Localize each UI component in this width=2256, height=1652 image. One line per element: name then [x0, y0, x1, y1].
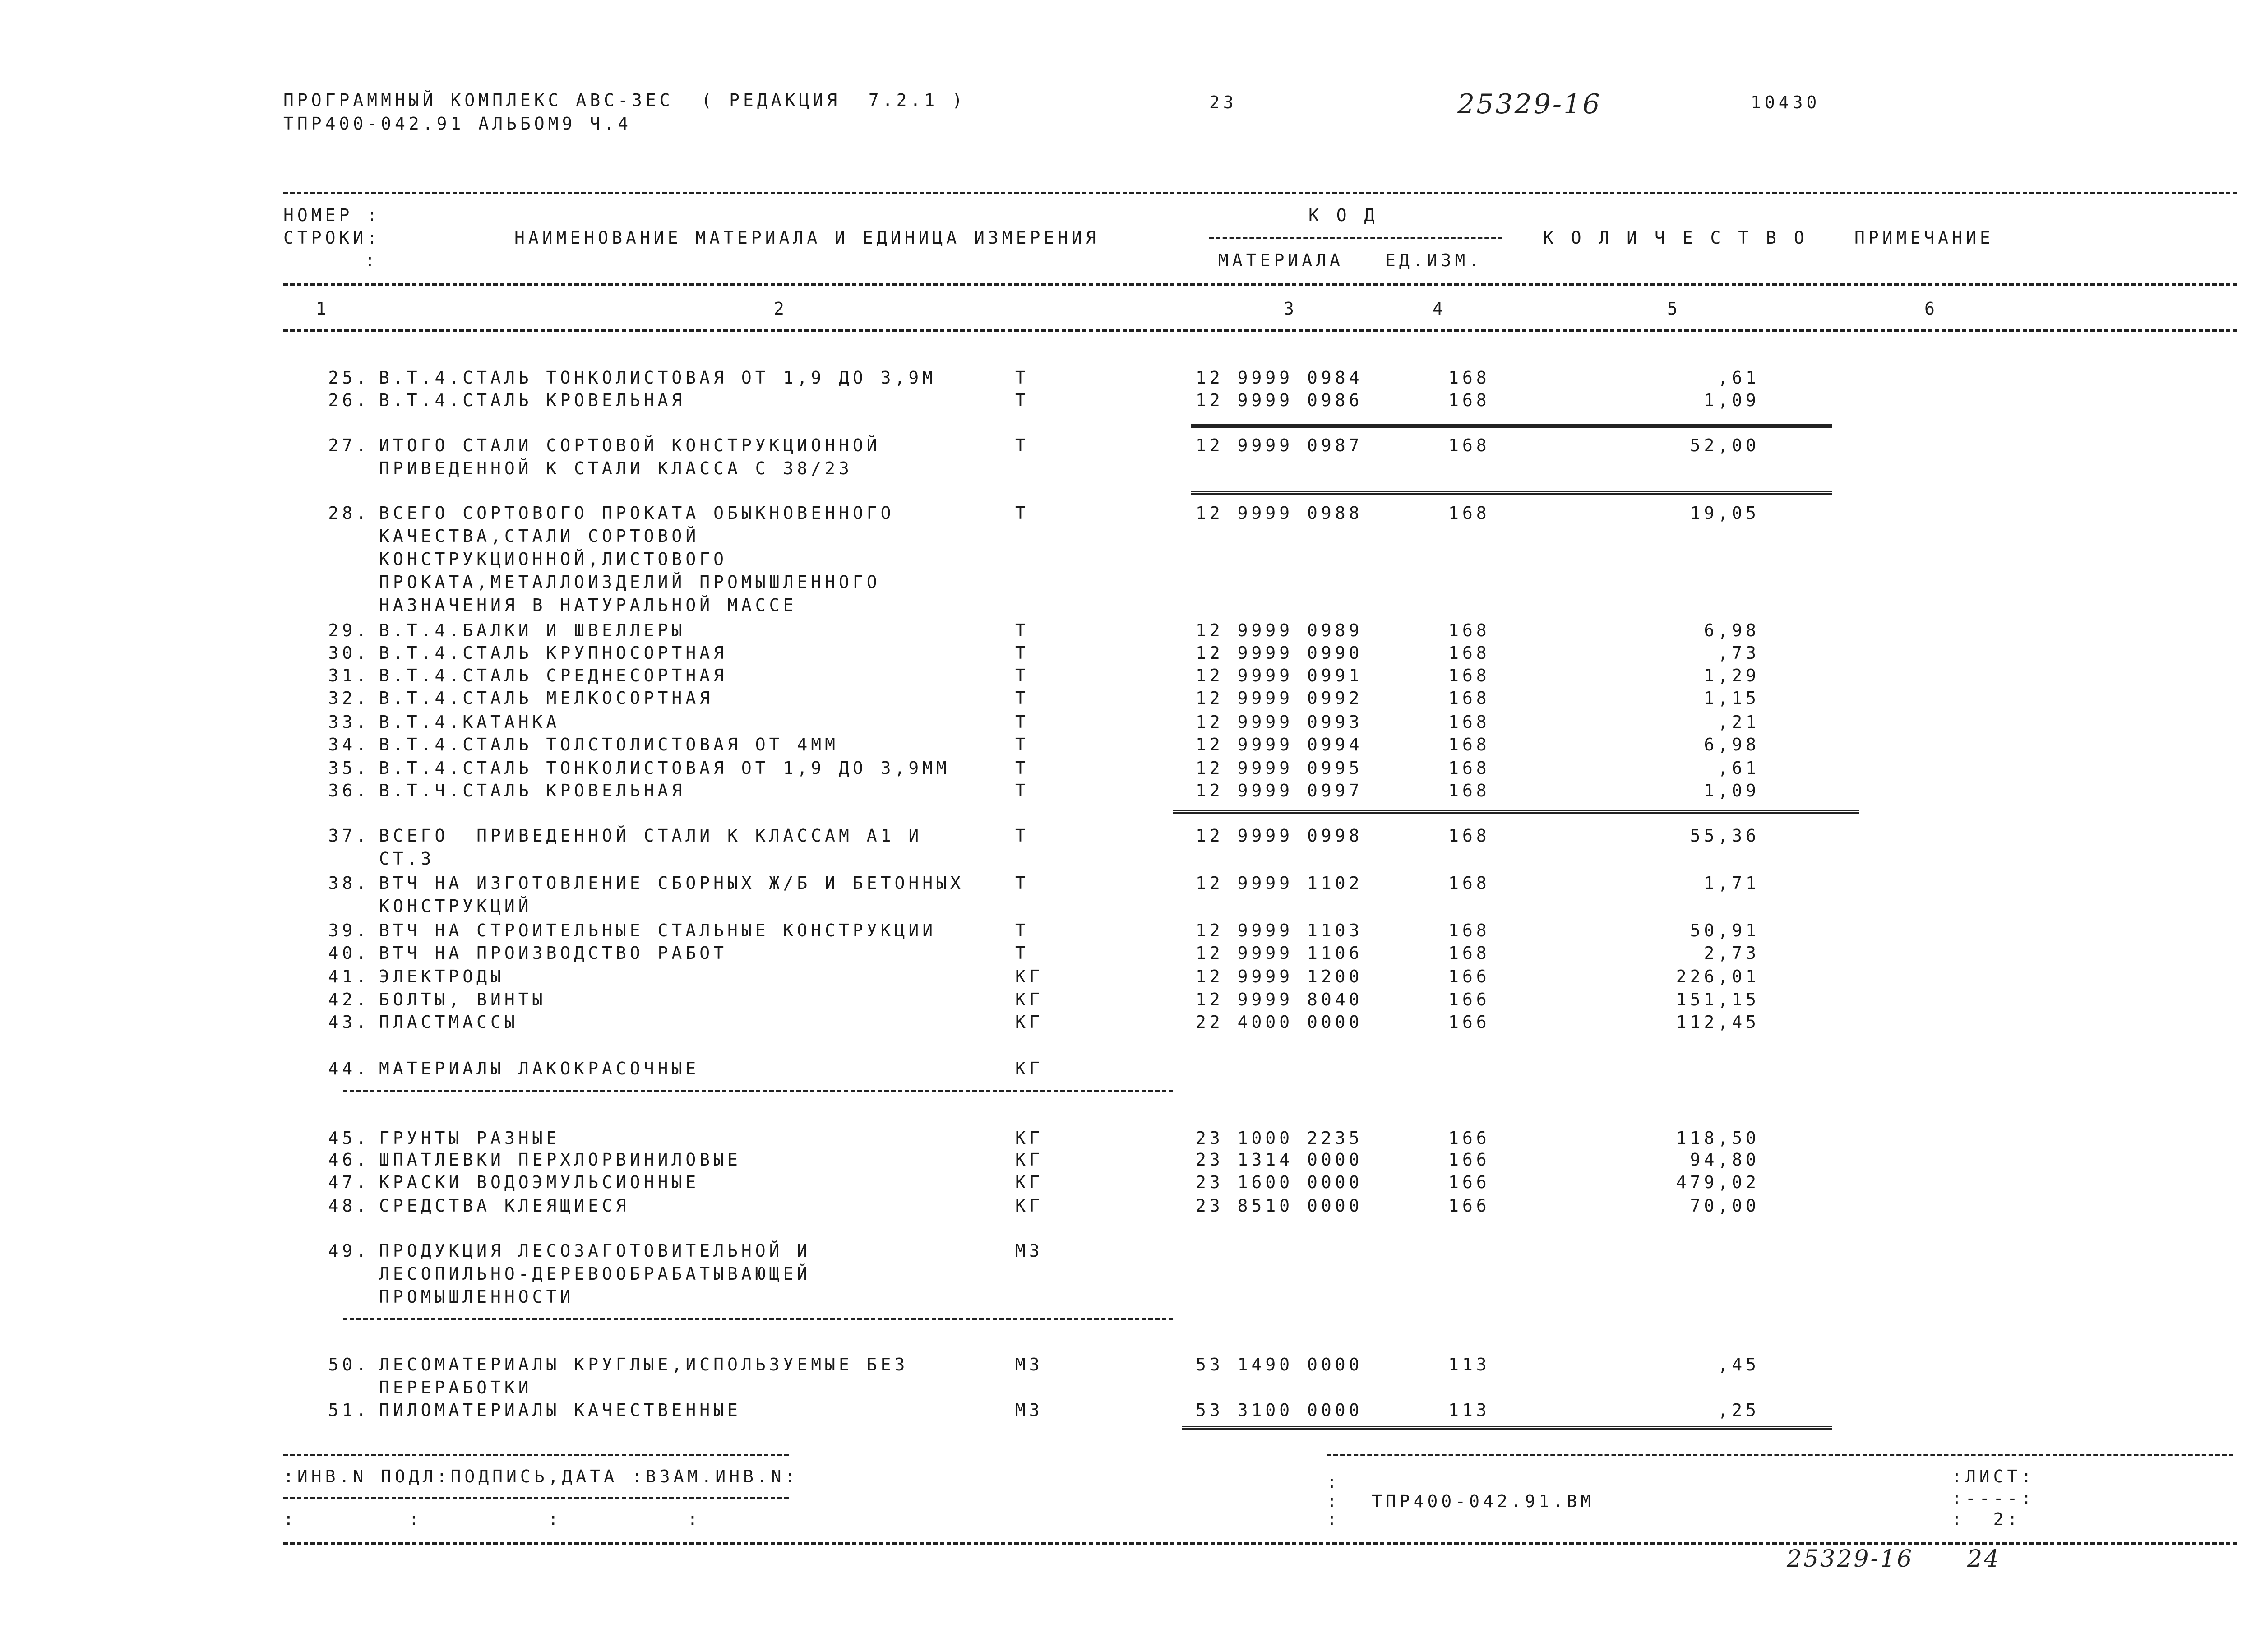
- material-name: ПРОКАТА,МЕТАЛЛОИЗДЕЛИЙ ПРОМЫШЛЕННОГО: [379, 572, 881, 592]
- quantity: 55,36: [1690, 826, 1760, 846]
- material-name: НАЗНАЧЕНИЯ В НАТУРАЛЬНОЙ МАССЕ: [379, 595, 797, 615]
- quantity: 19,05: [1690, 503, 1760, 523]
- unit: КГ: [1015, 990, 1043, 1009]
- quantity: 2,73: [1704, 943, 1760, 963]
- material-code: 12 9999 0991: [1196, 666, 1363, 685]
- row-number: 35.: [328, 758, 370, 778]
- material-code: 12 9999 0989: [1196, 620, 1363, 640]
- unit-code: 168: [1448, 735, 1490, 754]
- unit-code: 168: [1448, 758, 1490, 778]
- sheet-separator: :----:: [1951, 1488, 2035, 1508]
- material-code: 23 8510 0000: [1196, 1196, 1363, 1216]
- unit-code: 168: [1448, 643, 1490, 663]
- material-code: 12 9999 0988: [1196, 503, 1363, 523]
- quantity: 50,91: [1690, 921, 1760, 940]
- header-number-label-1: НОМЕР :: [283, 205, 381, 225]
- unit: Т: [1015, 620, 1029, 640]
- unit: Т: [1015, 921, 1029, 940]
- row-number: 39.: [328, 921, 370, 940]
- material-name: ГРУНТЫ РАЗНЫЕ: [379, 1128, 560, 1148]
- material-name: В.Т.4.КАТАНКА: [379, 712, 560, 732]
- unit-code: 168: [1448, 826, 1490, 846]
- header-material-label: МАТЕРИАЛА: [1218, 250, 1344, 270]
- unit-code: 168: [1448, 873, 1490, 893]
- material-name: В.Т.Ч.СТАЛЬ КРОВЕЛЬНАЯ: [379, 781, 686, 801]
- header-col-3: 3: [1284, 299, 1298, 319]
- material-code: 23 1314 0000: [1196, 1150, 1363, 1170]
- unit: Т: [1015, 688, 1029, 708]
- quantity: 70,00: [1690, 1196, 1760, 1216]
- material-name: ВСЕГО ПРИВЕДЕННОЙ СТАЛИ К КЛАССАМ А1 И: [379, 826, 923, 846]
- header-mid-rule: [283, 283, 2237, 286]
- header-number-label-2: СТРОКИ:: [283, 228, 381, 248]
- material-code: 23 1000 2235: [1196, 1128, 1363, 1148]
- stamp-colon: :: [1327, 1491, 1341, 1511]
- row-number: 37.: [328, 826, 370, 846]
- row-number: 50.: [328, 1355, 370, 1374]
- quantity: 226,01: [1676, 967, 1760, 986]
- material-code: 53 3100 0000: [1196, 1400, 1363, 1420]
- unit: Т: [1015, 781, 1029, 801]
- material-name: СРЕДСТВА КЛЕЯЩИЕСЯ: [379, 1196, 630, 1216]
- unit: Т: [1015, 435, 1029, 455]
- unit: Т: [1015, 643, 1029, 663]
- unit-code: 166: [1448, 1196, 1490, 1216]
- material-name: ВТЧ НА ПРОИЗВОДСТВО РАБОТ: [379, 943, 727, 963]
- material-name: ПЕРЕРАБОТКИ: [379, 1378, 532, 1397]
- quantity: 112,45: [1676, 1012, 1760, 1032]
- unit: М3: [1015, 1400, 1043, 1420]
- row-number: 47.: [328, 1172, 370, 1192]
- quantity: ,61: [1718, 758, 1760, 778]
- header-note-label: ПРИМЕЧАНИЕ: [1854, 228, 1994, 248]
- material-name: В.Т.4.СТАЛЬ ТОНКОЛИСТОВАЯ ОТ 1,9 ДО 3,9М: [379, 368, 937, 388]
- material-name: ШПАТЛЕВКИ ПЕРХЛОРВИНИЛОВЫЕ: [379, 1150, 741, 1170]
- unit-code: 168: [1448, 368, 1490, 388]
- sheet-label: :ЛИСТ:: [1951, 1467, 2035, 1486]
- material-name: СТ.3: [379, 849, 435, 869]
- quantity: 94,80: [1690, 1150, 1760, 1170]
- material-code: 12 9999 1103: [1196, 921, 1363, 940]
- handwritten-doc-number: 25329-16: [1457, 88, 1602, 120]
- row-number: 26.: [328, 390, 370, 410]
- header-col-1: 1: [316, 299, 330, 319]
- quantity: ,45: [1718, 1355, 1760, 1374]
- material-code: 12 9999 0986: [1196, 390, 1363, 410]
- unit: Т: [1015, 873, 1029, 893]
- unit: М3: [1015, 1355, 1043, 1374]
- row-number: 33.: [328, 712, 370, 732]
- unit: КГ: [1015, 1012, 1043, 1032]
- unit: Т: [1015, 666, 1029, 685]
- page-number: 23: [1209, 93, 1237, 112]
- material-name: В.Т.4.СТАЛЬ КРУПНОСОРТНАЯ: [379, 643, 727, 663]
- material-code: 12 9999 0998: [1196, 826, 1363, 846]
- material-name: В.Т.4.СТАЛЬ МЕЛКОСОРТНАЯ: [379, 688, 714, 708]
- quantity: 52,00: [1690, 435, 1760, 455]
- material-name: ВСЕГО СОРТОВОГО ПРОКАТА ОБЫКНОВЕННОГО: [379, 503, 895, 523]
- unit: КГ: [1015, 1150, 1043, 1170]
- header-col-2: 2: [774, 299, 788, 319]
- separator-rule: [1191, 424, 1832, 428]
- unit-code: 168: [1448, 712, 1490, 732]
- quantity: ,21: [1718, 712, 1760, 732]
- material-code: 12 9999 0984: [1196, 368, 1363, 388]
- material-name: КОНСТРУКЦИОННОЙ,ЛИСТОВОГО: [379, 549, 727, 569]
- unit: Т: [1015, 735, 1029, 754]
- unit-code: 168: [1448, 620, 1490, 640]
- footer-rule: [283, 1497, 789, 1499]
- row-number: 36.: [328, 781, 370, 801]
- unit: М3: [1015, 1241, 1043, 1261]
- row-number: 45.: [328, 1128, 370, 1148]
- unit-code: 168: [1448, 390, 1490, 410]
- material-name: КРАСКИ ВОДОЭМУЛЬСИОННЫЕ: [379, 1172, 700, 1192]
- album-title: ТПР400-042.91 АЛЬБОМ9 Ч.4: [283, 114, 632, 134]
- row-number: 38.: [328, 873, 370, 893]
- header-col-5: 5: [1667, 299, 1681, 319]
- stamp-cells: : : : :: [283, 1509, 702, 1529]
- code-number: 10430: [1751, 93, 1821, 112]
- quantity: 1,71: [1704, 873, 1760, 893]
- row-number: 34.: [328, 735, 370, 754]
- unit-code: 168: [1448, 688, 1490, 708]
- unit-code: 166: [1448, 967, 1490, 986]
- program-title: ПРОГРАММНЫЙ КОМПЛЕКС АВС-ЗЕС ( РЕДАКЦИЯ 7.2.1 ): [283, 90, 966, 110]
- unit: КГ: [1015, 1059, 1043, 1078]
- material-name: ЛЕСОПИЛЬНО-ДЕРЕВООБРАБАТЫВАЮЩЕЙ: [379, 1264, 811, 1284]
- quantity: 118,50: [1676, 1128, 1760, 1148]
- row-number: 29.: [328, 620, 370, 640]
- separator-rule: [1182, 1426, 1832, 1430]
- material-code: 12 9999 0997: [1196, 781, 1363, 801]
- quantity: 1,09: [1704, 781, 1760, 801]
- row-number: 40.: [328, 943, 370, 963]
- material-code: 12 9999 0994: [1196, 735, 1363, 754]
- unit-code: 166: [1448, 1172, 1490, 1192]
- handwritten-page-number: 24: [1967, 1546, 2001, 1573]
- footer-bottom-rule: [283, 1542, 2237, 1545]
- quantity: 479,02: [1676, 1172, 1760, 1192]
- header-col-4: 4: [1433, 299, 1447, 319]
- material-name: ПРИВЕДЕННОЙ К СТАЛИ КЛАССА С 38/23: [379, 458, 853, 478]
- header-unit-label: ЕД.ИЗМ.: [1385, 250, 1483, 270]
- unit-code: 168: [1448, 666, 1490, 685]
- unit: Т: [1015, 503, 1029, 523]
- quantity: 6,98: [1704, 620, 1760, 640]
- unit-code: 168: [1448, 503, 1490, 523]
- unit-code: 166: [1448, 1128, 1490, 1148]
- header-code-label: К О Д: [1308, 205, 1378, 225]
- row-number: 44.: [328, 1059, 370, 1078]
- separator-rule: [1191, 491, 1832, 495]
- unit: Т: [1015, 943, 1029, 963]
- material-name: В.Т.4.СТАЛЬ СРЕДНЕСОРТНАЯ: [379, 666, 727, 685]
- unit: КГ: [1015, 1196, 1043, 1216]
- quantity: 1,15: [1704, 688, 1760, 708]
- header-name-label: НАИМЕНОВАНИЕ МАТЕРИАЛА И ЕДИНИЦА ИЗМЕРЕНИЯ: [514, 228, 1100, 248]
- material-name: В.Т.4.СТАЛЬ КРОВЕЛЬНАЯ: [379, 390, 686, 410]
- material-name: МАТЕРИАЛЫ ЛАКОКРАСОЧНЫЕ: [379, 1059, 700, 1078]
- quantity: 6,98: [1704, 735, 1760, 754]
- material-code: 12 9999 1106: [1196, 943, 1363, 963]
- header-col-6: 6: [1924, 299, 1938, 319]
- material-name: ВТЧ НА СТРОИТЕЛЬНЫЕ СТАЛЬНЫЕ КОНСТРУКЦИИ: [379, 921, 937, 940]
- unit-code: 113: [1448, 1400, 1490, 1420]
- stamp-colon: :: [1327, 1472, 1341, 1492]
- material-code: 12 9999 0993: [1196, 712, 1363, 732]
- material-name: ПРОДУКЦИЯ ЛЕСОЗАГОТОВИТЕЛЬНОЙ И: [379, 1241, 811, 1261]
- unit: КГ: [1015, 1172, 1043, 1192]
- header-top-rule: [283, 192, 2237, 194]
- footer-rule: [1327, 1454, 2233, 1456]
- material-name: ПИЛОМАТЕРИАЛЫ КАЧЕСТВЕННЫЕ: [379, 1400, 741, 1420]
- section-rule: [343, 1090, 1173, 1092]
- material-name: КОНСТРУКЦИЙ: [379, 896, 532, 916]
- row-number: 31.: [328, 666, 370, 685]
- material-name: ЛЕСОМАТЕРИАЛЫ КРУГЛЫЕ,ИСПОЛЬЗУЕМЫЕ БЕЗ: [379, 1355, 909, 1374]
- material-name: ЭЛЕКТРОДЫ: [379, 967, 504, 986]
- row-number: 25.: [328, 368, 370, 388]
- material-code: 12 9999 1102: [1196, 873, 1363, 893]
- row-number: 48.: [328, 1196, 370, 1216]
- unit-code: 166: [1448, 1150, 1490, 1170]
- separator-rule: [1173, 810, 1859, 814]
- stamp-labels: :ИНВ.N ПОДЛ:ПОДПИСЬ,ДАТА :ВЗАМ.ИНВ.N:: [283, 1467, 799, 1486]
- header-code-rule: [1209, 237, 1502, 239]
- quantity: ,25: [1718, 1400, 1760, 1420]
- unit-code: 168: [1448, 435, 1490, 455]
- row-number: 42.: [328, 990, 370, 1009]
- quantity: 1,29: [1704, 666, 1760, 685]
- unit-code: 166: [1448, 990, 1490, 1009]
- unit: Т: [1015, 712, 1029, 732]
- unit: КГ: [1015, 967, 1043, 986]
- sheet-number: : 2:: [1951, 1509, 2021, 1529]
- row-number: 49.: [328, 1241, 370, 1261]
- material-code: 12 9999 8040: [1196, 990, 1363, 1009]
- unit: Т: [1015, 390, 1029, 410]
- material-code: 12 9999 0992: [1196, 688, 1363, 708]
- row-number: 51.: [328, 1400, 370, 1420]
- unit-code: 168: [1448, 781, 1490, 801]
- material-name: КАЧЕСТВА,СТАЛИ СОРТОВОЙ: [379, 526, 700, 546]
- material-code: 22 4000 0000: [1196, 1012, 1363, 1032]
- material-name: ПЛАСТМАССЫ: [379, 1012, 518, 1032]
- row-number: 32.: [328, 688, 370, 708]
- material-code: 12 9999 0987: [1196, 435, 1363, 455]
- header-quantity-label: К О Л И Ч Е С Т В О: [1543, 228, 1808, 248]
- row-number: 30.: [328, 643, 370, 663]
- material-name: В.Т.4.СТАЛЬ ТОЛСТОЛИСТОВАЯ ОТ 4ММ: [379, 735, 839, 754]
- quantity: 151,15: [1676, 990, 1760, 1009]
- material-name: ПРОМЫШЛЕННОСТИ: [379, 1287, 574, 1307]
- material-name: БОЛТЫ, ВИНТЫ: [379, 990, 546, 1009]
- row-number: 46.: [328, 1150, 370, 1170]
- material-code: 53 1490 0000: [1196, 1355, 1363, 1374]
- material-code: 23 1600 0000: [1196, 1172, 1363, 1192]
- row-number: 27.: [328, 435, 370, 455]
- section-rule: [343, 1318, 1173, 1320]
- row-number: 41.: [328, 967, 370, 986]
- quantity: ,73: [1718, 643, 1760, 663]
- material-name: ВТЧ НА ИЗГОТОВЛЕНИЕ СБОРНЫХ Ж/Б И БЕТОННЫХ: [379, 873, 964, 893]
- material-name: ИТОГО СТАЛИ СОРТОВОЙ КОНСТРУКЦИОННОЙ: [379, 435, 881, 455]
- quantity: 1,09: [1704, 390, 1760, 410]
- row-number: 28.: [328, 503, 370, 523]
- unit-code: 113: [1448, 1355, 1490, 1374]
- material-code: 12 9999 0995: [1196, 758, 1363, 778]
- header-number-label-3: :: [365, 250, 379, 270]
- unit: Т: [1015, 758, 1029, 778]
- unit-code: 166: [1448, 1012, 1490, 1032]
- material-name: В.Т.4.БАЛКИ И ШВЕЛЛЕРЫ: [379, 620, 686, 640]
- handwritten-bottom-number: 25329-16: [1787, 1546, 1914, 1573]
- stamp-colon: :: [1327, 1509, 1341, 1529]
- quantity: ,61: [1718, 368, 1760, 388]
- material-code: 12 9999 0990: [1196, 643, 1363, 663]
- document-code: ТПР400-042.91.ВМ: [1372, 1491, 1595, 1511]
- unit-code: 168: [1448, 921, 1490, 940]
- row-number: 43.: [328, 1012, 370, 1032]
- material-name: В.Т.4.СТАЛЬ ТОНКОЛИСТОВАЯ ОТ 1,9 ДО 3,9ММ: [379, 758, 950, 778]
- unit: КГ: [1015, 1128, 1043, 1148]
- unit-code: 168: [1448, 943, 1490, 963]
- unit: Т: [1015, 368, 1029, 388]
- footer-rule: [283, 1454, 789, 1456]
- header-bottom-rule: [283, 329, 2237, 332]
- unit: Т: [1015, 826, 1029, 846]
- material-code: 12 9999 1200: [1196, 967, 1363, 986]
